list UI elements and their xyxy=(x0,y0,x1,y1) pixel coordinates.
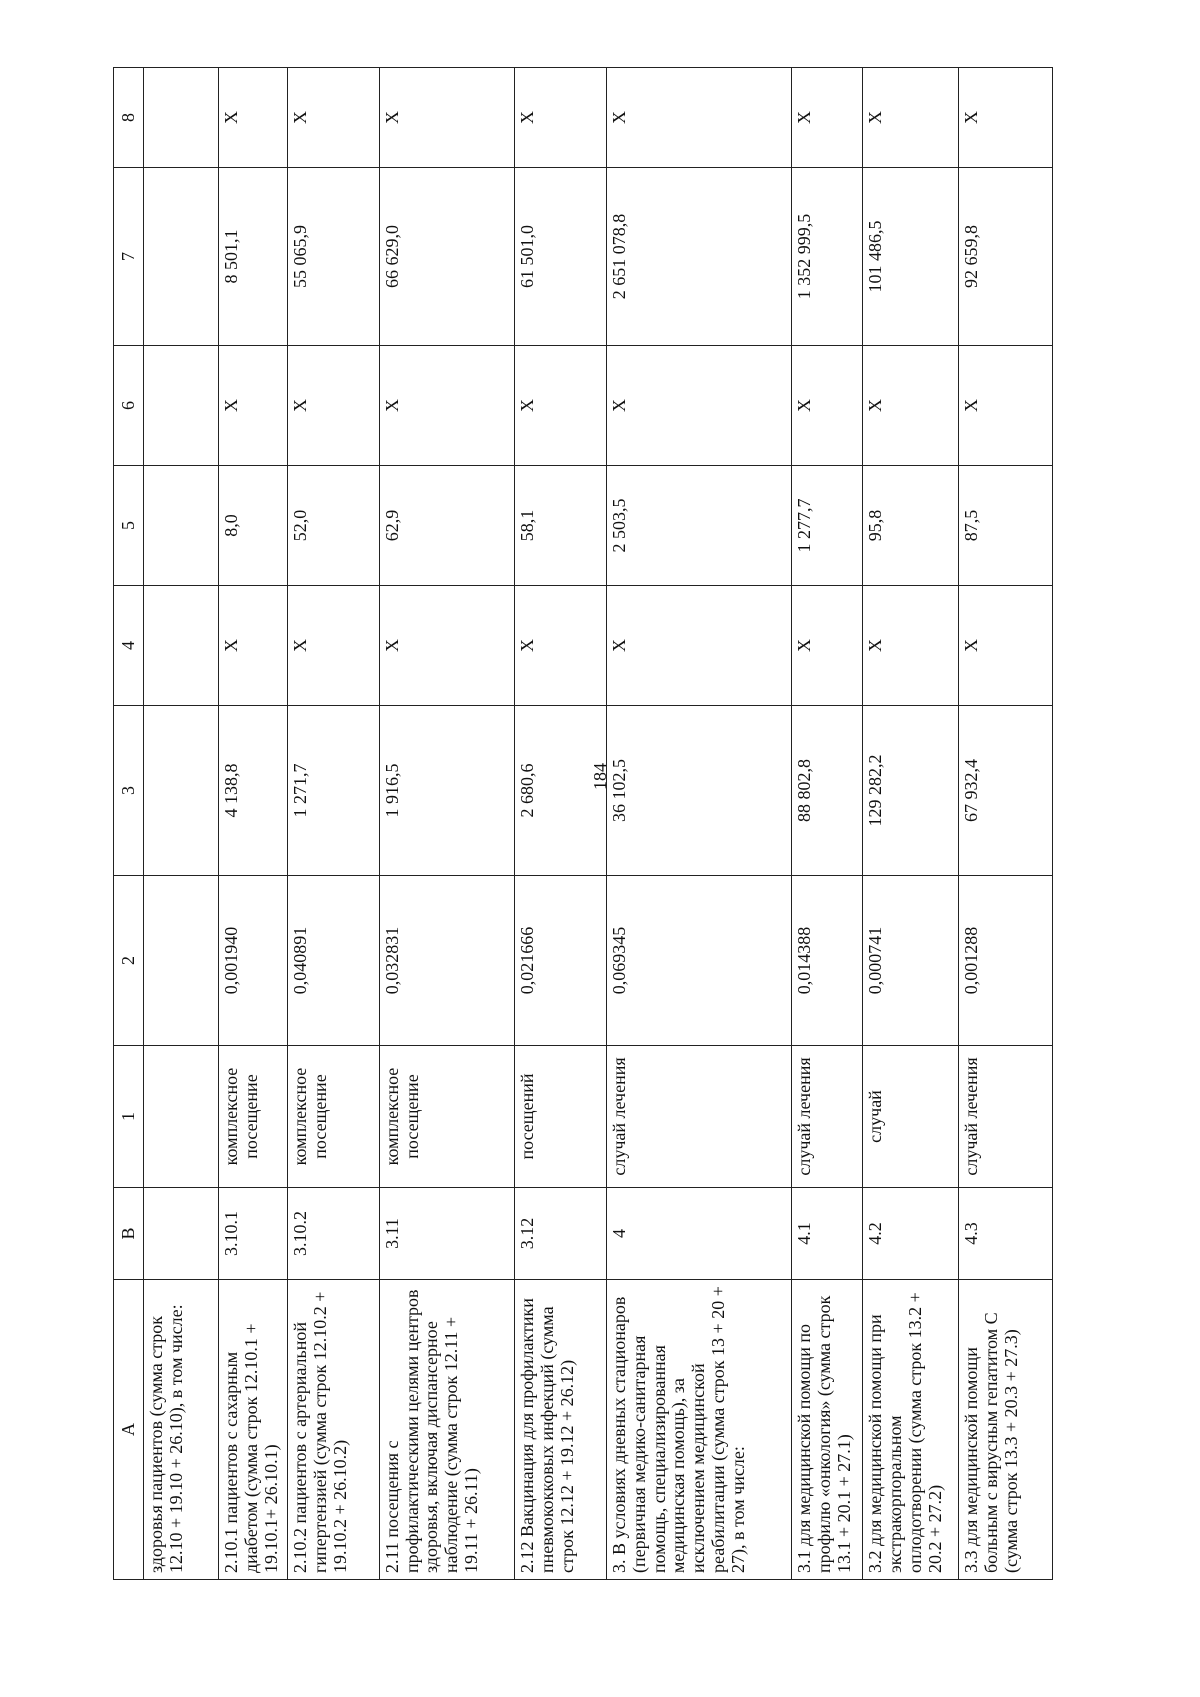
value-cell: Х xyxy=(607,68,792,168)
value-cell: 87,5 xyxy=(959,466,1053,586)
table-row xyxy=(219,68,288,1580)
value-cell xyxy=(144,706,219,876)
table-row xyxy=(792,68,863,1580)
row-number: 4 xyxy=(607,1188,792,1280)
row-label: 3.3 для медицинской помощи больным с вирусным гепатитом С (сумма строк 13.3 + 20.3 + 27.3) xyxy=(959,1280,1053,1580)
row-number: 3.10.2 xyxy=(288,1188,380,1280)
column-header: B xyxy=(114,1188,144,1280)
value-cell: 2 680,6 xyxy=(515,706,607,876)
value-cell: Х xyxy=(288,346,380,466)
row-number: 3.10.1 xyxy=(219,1188,288,1280)
row-label: 2.10.1 пациентов с сахарным диабетом (сумма строк 12.10.1 + 19.10.1+ 26.10.1) xyxy=(219,1280,288,1580)
column-header: 6 xyxy=(114,346,144,466)
value-cell xyxy=(144,876,219,1046)
unit-cell: случай xyxy=(863,1046,959,1188)
table-row xyxy=(607,68,792,1580)
unit-cell: случай лечения xyxy=(607,1046,792,1188)
value-cell xyxy=(144,466,219,586)
unit-cell: случай лечения xyxy=(959,1046,1053,1188)
row-label: 2.10.2 пациентов с артериальной гипертензией (сумма строк 12.10.2 + 19.10.2 + 26.10.2) xyxy=(288,1280,380,1580)
unit-cell: комплексное посещение xyxy=(379,1046,514,1188)
value-cell: 95,8 xyxy=(863,466,959,586)
row-number xyxy=(144,1188,219,1280)
value-cell: 88 802,8 xyxy=(792,706,863,876)
value-cell xyxy=(144,168,219,346)
value-cell: 67 932,4 xyxy=(959,706,1053,876)
row-number: 3.12 xyxy=(515,1188,607,1280)
value-cell: Х xyxy=(219,586,288,706)
value-cell: 0,001940 xyxy=(219,876,288,1046)
value-cell: 2 503,5 xyxy=(607,466,792,586)
data-table xyxy=(113,67,1053,1580)
unit-cell: комплексное посещение xyxy=(288,1046,380,1188)
row-label: 2.12 Вакцинация для профилактики пневмококковых инфекций (сумма строк 12.12 + 19.12 + 26.12) xyxy=(515,1280,607,1580)
row-number: 4.1 xyxy=(792,1188,863,1280)
unit-cell: случай лечения xyxy=(792,1046,863,1188)
value-cell: Х xyxy=(792,68,863,168)
value-cell: Х xyxy=(515,346,607,466)
value-cell: Х xyxy=(792,586,863,706)
column-header: 8 xyxy=(114,68,144,168)
value-cell: 0,014388 xyxy=(792,876,863,1046)
value-cell: 0,040891 xyxy=(288,876,380,1046)
value-cell: Х xyxy=(792,346,863,466)
value-cell: 2 651 078,8 xyxy=(607,168,792,346)
value-cell: Х xyxy=(607,346,792,466)
value-cell: 1 277,7 xyxy=(792,466,863,586)
unit-cell xyxy=(144,1046,219,1188)
row-label: 3. В условиях дневных стационаров (первичная медико-санитарная помощь, специализированная медицинская помощь), за исключением медицинской реабилитации (сумма строк 13 + 20 + 27), в том числе: xyxy=(607,1280,792,1580)
value-cell: Х xyxy=(219,68,288,168)
value-cell: Х xyxy=(515,68,607,168)
row-number: 3.11 xyxy=(379,1188,514,1280)
value-cell: 92 659,8 xyxy=(959,168,1053,346)
column-header: A xyxy=(114,1280,144,1580)
value-cell xyxy=(144,68,219,168)
column-header: 2 xyxy=(114,876,144,1046)
column-header: 7 xyxy=(114,168,144,346)
value-cell: Х xyxy=(863,586,959,706)
value-cell xyxy=(144,586,219,706)
row-label: 3.1 для медицинской помощи по профилю «онкология» (сумма строк 13.1 + 20.1 + 27.1) xyxy=(792,1280,863,1580)
column-header: 4 xyxy=(114,586,144,706)
value-cell: 8 501,1 xyxy=(219,168,288,346)
value-cell: 1 916,5 xyxy=(379,706,514,876)
table-row xyxy=(515,68,607,1580)
value-cell: Х xyxy=(379,68,514,168)
value-cell: Х xyxy=(863,346,959,466)
value-cell: Х xyxy=(288,68,380,168)
value-cell: 55 065,9 xyxy=(288,168,380,346)
value-cell: 4 138,8 xyxy=(219,706,288,876)
value-cell: Х xyxy=(959,68,1053,168)
row-label: 3.2 для медицинской помощи при экстракорпоральном оплодотворении (сумма строк 13.2 + 20.2 + 27.2) xyxy=(863,1280,959,1580)
column-header: 1 xyxy=(114,1046,144,1188)
column-header: 3 xyxy=(114,706,144,876)
value-cell: 61 501,0 xyxy=(515,168,607,346)
value-cell: 0,000741 xyxy=(863,876,959,1046)
value-cell: Х xyxy=(219,346,288,466)
unit-cell: комплексное посещение xyxy=(219,1046,288,1188)
value-cell: Х xyxy=(959,586,1053,706)
value-cell: 36 102,5 xyxy=(607,706,792,876)
value-cell: 129 282,2 xyxy=(863,706,959,876)
table-header-row xyxy=(114,68,144,1580)
value-cell: Х xyxy=(379,346,514,466)
value-cell: 52,0 xyxy=(288,466,380,586)
table-row xyxy=(288,68,380,1580)
value-cell: 0,069345 xyxy=(607,876,792,1046)
table-row xyxy=(379,68,514,1580)
value-cell: 101 486,5 xyxy=(863,168,959,346)
value-cell: 0,021666 xyxy=(515,876,607,1046)
row-number: 4.2 xyxy=(863,1188,959,1280)
value-cell: Х xyxy=(288,586,380,706)
value-cell: Х xyxy=(379,586,514,706)
row-label: здоровья пациентов (сумма строк 12.10 + 19.10 + 26.10), в том числе: xyxy=(144,1280,219,1580)
unit-cell: посещений xyxy=(515,1046,607,1188)
value-cell: 0,001288 xyxy=(959,876,1053,1046)
value-cell: Х xyxy=(607,586,792,706)
value-cell: 62,9 xyxy=(379,466,514,586)
value-cell: Х xyxy=(515,586,607,706)
table-row xyxy=(863,68,959,1580)
value-cell: Х xyxy=(959,346,1053,466)
value-cell: 58,1 xyxy=(515,466,607,586)
value-cell: Х xyxy=(863,68,959,168)
row-number: 4.3 xyxy=(959,1188,1053,1280)
value-cell: 0,032831 xyxy=(379,876,514,1046)
value-cell: 1 352 999,5 xyxy=(792,168,863,346)
value-cell: 66 629,0 xyxy=(379,168,514,346)
table-row xyxy=(959,68,1053,1580)
value-cell: 1 271,7 xyxy=(288,706,380,876)
column-header: 5 xyxy=(114,466,144,586)
value-cell xyxy=(144,346,219,466)
value-cell: 8,0 xyxy=(219,466,288,586)
table-row xyxy=(144,68,219,1580)
row-label: 2.11 посещения с профилактическими целями центров здоровья, включая диспансерное наблюдение (сумма строк 12.11 + 19.11 + 26.11) xyxy=(379,1280,514,1580)
page-number: 184 xyxy=(590,763,610,790)
table-container xyxy=(113,68,1053,1580)
